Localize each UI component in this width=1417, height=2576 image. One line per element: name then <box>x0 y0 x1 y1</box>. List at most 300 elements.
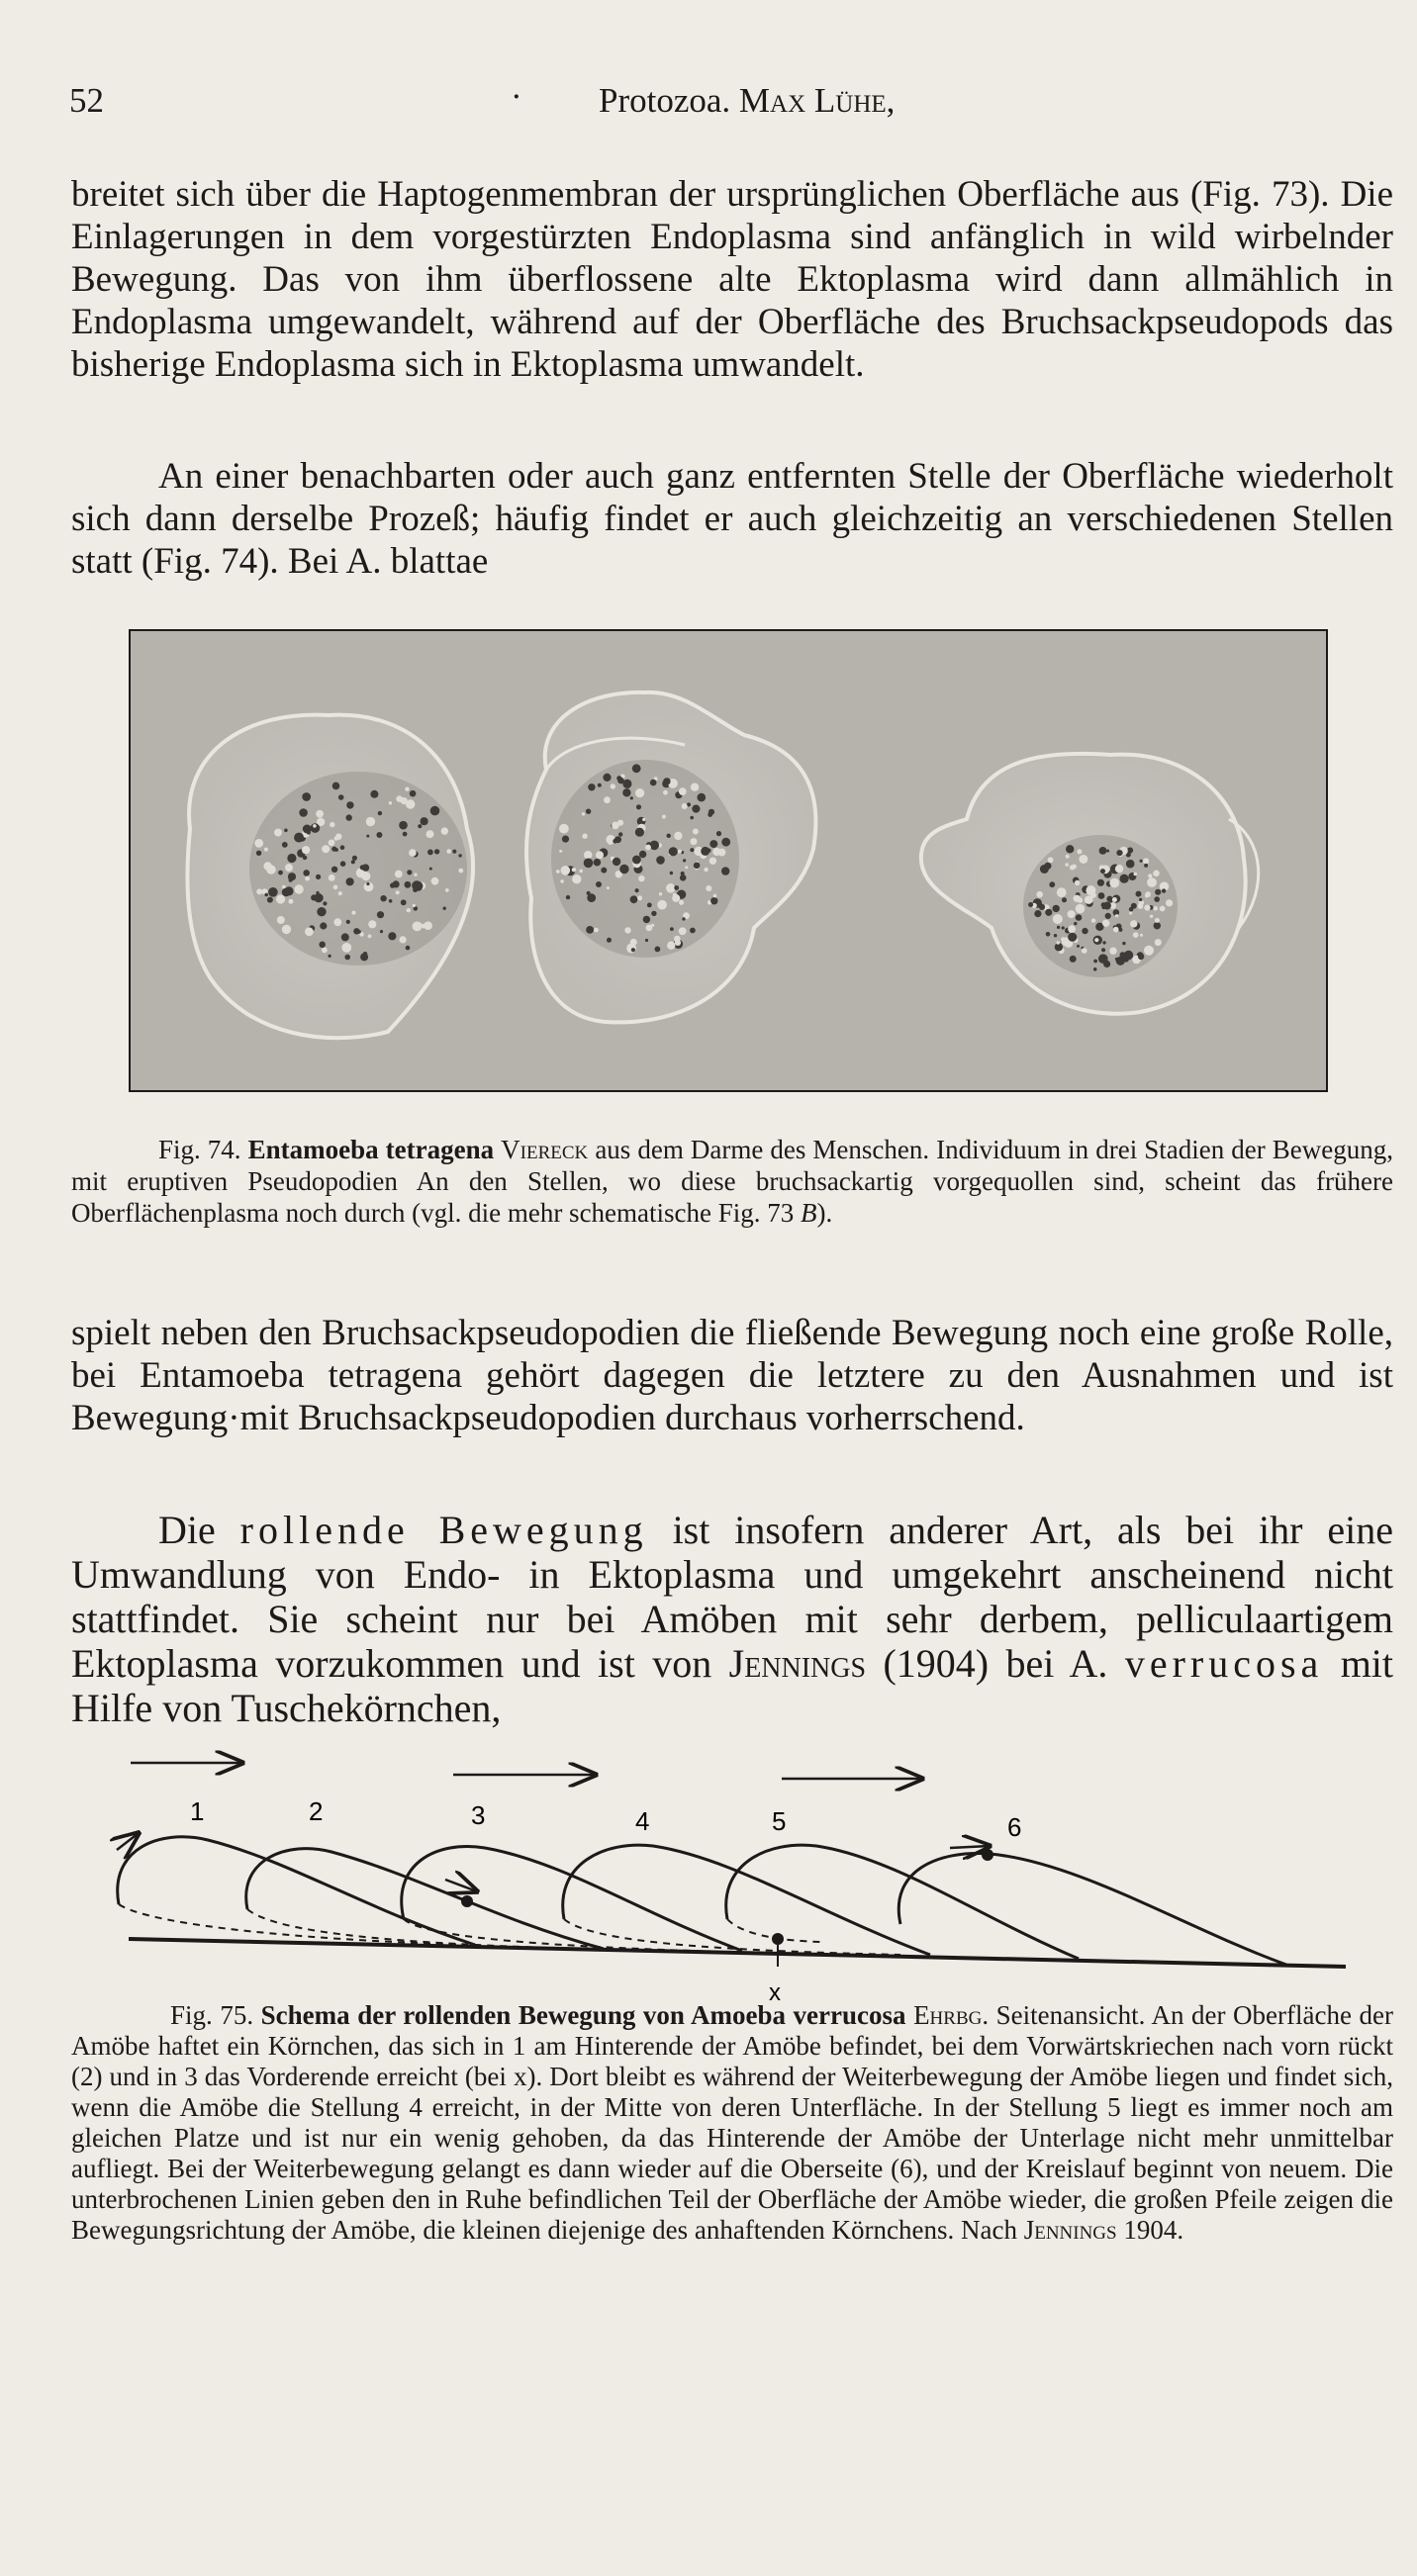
granule <box>285 864 293 872</box>
granule <box>638 875 644 881</box>
granule <box>647 903 652 908</box>
granule <box>445 888 449 892</box>
granule <box>357 930 361 934</box>
granule <box>380 895 386 901</box>
granule <box>389 899 393 903</box>
granule <box>666 883 676 893</box>
granule <box>588 783 595 790</box>
stage-label: 5 <box>772 1806 787 1836</box>
granule <box>1094 938 1098 942</box>
granule <box>316 874 321 879</box>
granule <box>334 837 338 841</box>
granule <box>704 868 708 872</box>
granule <box>613 839 617 844</box>
granule <box>691 783 699 791</box>
figure-75-text: Seitenansicht. An der Oberfläche der Amöbe haftet ein Körnchen, das sich in 1 am Hinterende der Amöbe befindet, bei dem Vorwärtskriechen nach vorn rückt (2) und in 3 das Vorderende erreicht (bei x). Dort bleibt es während der Weiterbewegung der Amöbe liegen und findet sich, wenn die Amöbe die Stellung 4 erreicht, in der Mitte von deren Unterfläche. In der Stellung 5 liegt es immer noch am gleichen Platze und ist nur ein wenig gehoben, da das Hinterende der Amöbe der Unterlage nicht mehr unmittelbar aufliegt. Bei der Weiterbewegung gelangt es dann wieder auf die Oberseite (6), und der Kreislauf beginnt von neuem. Die unterbrochenen Linien geben den in Ruhe befindlichen Teil der Oberfläche der Amöbe wieder, die großen Pfeile zeigen die Bewegungsrichtung der Amöbe, die kleinen diejenige des anhaftenden Körnchens. Nach <box>71 2000 1393 2245</box>
granule <box>690 848 694 852</box>
granule <box>617 820 623 826</box>
granule <box>709 858 716 865</box>
granule <box>1162 888 1166 892</box>
paragraph-4-author: Jennings <box>728 1641 867 1686</box>
granule <box>346 814 352 820</box>
granule-arrow <box>950 1846 990 1848</box>
granule <box>331 847 336 852</box>
granule <box>561 866 571 875</box>
granule <box>1070 956 1077 963</box>
granule <box>667 942 675 950</box>
granule <box>556 870 560 874</box>
granule <box>682 917 685 920</box>
amoeba-outline <box>898 1854 1286 1965</box>
granule <box>338 794 344 800</box>
granule <box>651 911 656 916</box>
granule <box>1102 941 1105 944</box>
granule <box>1134 873 1138 876</box>
granule <box>710 897 717 904</box>
granule <box>679 927 687 935</box>
paragraph-4-text-1: ist insofern anderer Art, als bei ihr eine Umwandlung von Endo- in Ektoplasma und umgekehrt anscheinend nicht stattfindet. Sie scheint nur bei Amöben mit sehr derbem, pelliculaartigem Ektoplasma vorzukommen und ist von <box>71 1508 1393 1686</box>
granule <box>1129 907 1134 912</box>
granule <box>586 809 591 814</box>
granule <box>1155 918 1160 923</box>
granule <box>716 831 721 836</box>
granule <box>1129 911 1132 914</box>
granule <box>264 893 268 897</box>
granule <box>396 890 400 894</box>
granule <box>1082 948 1087 954</box>
granule <box>316 810 324 818</box>
granule <box>698 793 707 802</box>
granule <box>683 859 686 862</box>
granule <box>709 840 717 848</box>
granule <box>278 871 283 875</box>
granule <box>361 872 370 880</box>
granule <box>331 867 337 873</box>
figure-75-diagram <box>89 1741 1375 2008</box>
granule <box>320 922 327 929</box>
stage-label: 1 <box>190 1796 205 1826</box>
granule <box>1062 926 1065 929</box>
granule <box>662 815 666 819</box>
running-title <box>599 81 895 121</box>
paragraph-2: An einer benachbarten oder auch ganz entfernten Stelle der Oberfläche wiederholt sich dann derselbe Prozeß; häufig findet er auch gleichzeitig an verschiedenen Stellen statt (Fig. 74). Bei A. blattae <box>71 456 1393 582</box>
granule <box>1072 865 1077 870</box>
granule <box>1076 904 1086 914</box>
granule <box>635 888 639 892</box>
figure-75-author: Ehrbg. <box>913 2000 990 2030</box>
granule <box>1074 922 1077 925</box>
figure-74-caption-text <box>71 1134 1393 1229</box>
granule <box>1102 920 1109 927</box>
granule <box>413 904 416 907</box>
granule <box>1143 858 1149 864</box>
granule <box>1148 874 1152 877</box>
granule <box>598 783 602 787</box>
granule <box>584 859 594 869</box>
granule <box>1053 905 1060 912</box>
granule <box>619 865 628 874</box>
granule <box>1126 860 1135 869</box>
granule <box>267 897 273 903</box>
granule <box>388 932 396 940</box>
granule <box>1079 855 1087 864</box>
granule <box>1112 897 1117 902</box>
granule <box>645 845 651 851</box>
granule <box>352 856 357 861</box>
figure-75-caption-text <box>71 2000 1393 2246</box>
granule <box>1155 889 1161 895</box>
granule <box>1099 847 1107 855</box>
granule <box>601 868 607 874</box>
granule <box>630 796 633 799</box>
granule <box>376 832 382 838</box>
figure-75-caption <box>71 2000 1393 2246</box>
granule <box>560 879 564 883</box>
granule <box>294 884 303 893</box>
granule <box>305 876 310 881</box>
granule <box>1046 932 1051 937</box>
granule <box>399 821 408 830</box>
granule <box>1074 895 1081 902</box>
granule <box>1150 915 1153 918</box>
paragraph-4-text-2: (1904) bei A. <box>883 1641 1108 1686</box>
granule <box>1054 934 1057 937</box>
granule <box>642 818 645 821</box>
granule <box>636 804 641 809</box>
granule <box>663 778 670 784</box>
granule <box>302 846 310 854</box>
granule <box>659 892 662 895</box>
granule <box>718 849 726 857</box>
granule-dot <box>461 1895 473 1907</box>
granule <box>278 900 282 904</box>
granule <box>650 841 660 851</box>
granule <box>341 943 351 953</box>
granule <box>1093 967 1097 971</box>
granule <box>352 911 356 915</box>
granule <box>303 870 310 876</box>
granule <box>346 877 354 885</box>
granule <box>1144 864 1148 868</box>
granule-arrow <box>117 1833 139 1850</box>
granule <box>430 806 440 816</box>
granule <box>1053 914 1063 924</box>
granule <box>395 871 403 878</box>
granule <box>360 953 368 961</box>
granule <box>1040 865 1049 874</box>
granule <box>407 870 412 874</box>
granule <box>1140 934 1143 937</box>
figure-75-end-author: Jennings <box>1023 2215 1117 2245</box>
granule <box>651 924 654 927</box>
granule <box>1155 939 1162 946</box>
granule <box>613 858 620 866</box>
granule <box>287 854 296 863</box>
granule <box>1028 902 1033 907</box>
granule <box>618 832 622 836</box>
granule <box>1057 926 1060 929</box>
granule <box>1138 954 1144 960</box>
granule <box>431 877 439 885</box>
paragraph-4 <box>71 1508 1393 1730</box>
granule <box>721 867 729 874</box>
granule <box>667 834 671 838</box>
granule <box>1098 954 1108 964</box>
figure-74-author: Viereck <box>501 1135 589 1164</box>
running-header <box>69 77 1395 131</box>
granule <box>366 882 369 885</box>
granule <box>624 927 630 933</box>
granule <box>370 790 378 798</box>
granule <box>673 893 677 897</box>
granule <box>1133 932 1139 938</box>
granule <box>1120 874 1129 883</box>
granule <box>1101 948 1105 952</box>
granule <box>679 900 684 905</box>
granule <box>1138 903 1144 909</box>
granule <box>1077 849 1082 854</box>
granule <box>637 895 642 900</box>
granule <box>277 916 285 924</box>
granule <box>282 925 291 934</box>
granule <box>414 874 417 876</box>
granule <box>377 911 384 918</box>
granule <box>434 849 439 854</box>
granule <box>346 920 350 924</box>
granule <box>690 816 694 820</box>
paragraph-3: spielt neben den Bruchsackpseudopodien die fließende Bewegung noch eine große Rolle, bei Entamoeba tetragena gehört dagegen die letztere zu den Ausnahmen und ist Bewegung·mit Bruchsackpseudopodien durchaus vorherrschend. <box>71 1313 1393 1438</box>
granule <box>1113 927 1119 933</box>
granule <box>322 845 330 853</box>
granule <box>1122 942 1125 945</box>
granule <box>1145 891 1151 897</box>
figure-74-caption <box>71 1134 1393 1229</box>
granule <box>400 936 407 943</box>
granule <box>458 854 461 857</box>
granule <box>421 817 428 825</box>
granule <box>1160 906 1166 912</box>
granule <box>559 850 562 853</box>
granule <box>669 847 678 856</box>
granule <box>679 787 687 795</box>
granule <box>284 829 288 833</box>
granule <box>1136 891 1142 897</box>
granule <box>393 880 400 887</box>
granule <box>594 859 602 867</box>
granule <box>1103 902 1111 910</box>
granule <box>670 927 674 931</box>
granule <box>305 927 314 936</box>
granule <box>656 856 665 865</box>
granule <box>294 833 304 843</box>
granule <box>1048 857 1054 863</box>
granule <box>1130 920 1137 927</box>
granule <box>256 851 261 856</box>
granule <box>389 801 392 804</box>
granule <box>418 824 422 828</box>
granule <box>401 797 408 804</box>
granule <box>572 868 576 872</box>
granule <box>691 838 698 845</box>
granule <box>340 845 345 850</box>
granule <box>694 863 701 870</box>
granule <box>1153 871 1160 877</box>
granule <box>690 928 696 934</box>
granule <box>333 918 341 926</box>
granule <box>587 893 596 902</box>
granule <box>708 812 712 817</box>
figure-74-text: aus dem Darme des Menschen. Individuum in drei Stadien der Bewegung, mit eruptiven Pseudopodien An den Stellen, wo diese bruchsackartig vorgequollen sind, scheint das frühere Oberflächenplasma noch durch (vgl. die mehr schematische Fig. 73 <box>71 1135 1394 1228</box>
stage-label: 6 <box>1007 1812 1022 1842</box>
granule <box>1109 948 1116 955</box>
granule <box>1057 887 1067 897</box>
granule <box>645 939 648 942</box>
granule <box>329 840 335 847</box>
granule <box>1068 933 1077 942</box>
granule <box>1098 892 1105 899</box>
paragraph-1: breitet sich über die Haptogenmembran der ursprünglichen Oberfläche aus (Fig. 73). Die Einlagerungen in dem vorgestürzten Endoplasma sind anfänglich in wild wirbelnder Bewegung. Das von ihm überflossene alte Ektoplasma wird dann allmählich in Endoplasma umgewandelt, während auf der Oberfläche des Bruchsackpseudopods das bisherige Endoplasma sich in Ektoplasma umwandelt. <box>71 174 1393 385</box>
granule <box>302 792 311 801</box>
running-title-author: Max Lühe, <box>738 81 896 120</box>
granule <box>1091 918 1095 922</box>
granule <box>303 856 308 861</box>
granule <box>685 866 688 869</box>
granule <box>1154 922 1161 929</box>
granule <box>407 908 411 912</box>
stage-label: 2 <box>309 1796 324 1826</box>
granule <box>282 888 291 897</box>
granule <box>452 850 456 854</box>
granule <box>670 872 673 874</box>
granule <box>692 805 700 813</box>
granule <box>1127 848 1133 854</box>
granule <box>368 935 372 939</box>
granule <box>582 812 585 815</box>
granule <box>1097 879 1104 886</box>
granule <box>256 888 262 894</box>
granule <box>632 764 641 773</box>
granule <box>1105 913 1111 919</box>
granule <box>314 893 323 902</box>
running-title-main: Protozoa. <box>599 81 731 120</box>
granule <box>1082 928 1087 934</box>
granule <box>403 832 408 837</box>
granule <box>323 901 327 905</box>
granule <box>674 885 679 890</box>
granule <box>1166 899 1173 906</box>
granule <box>1116 850 1122 856</box>
granule <box>289 878 293 882</box>
granule <box>1049 881 1055 887</box>
granule <box>412 880 422 890</box>
granule <box>675 940 681 946</box>
granule <box>643 916 650 923</box>
paragraph-4-intro: Die <box>158 1508 216 1552</box>
figure-74-micrograph <box>129 629 1328 1092</box>
figure-74-species: Entamoeba tetragena <box>247 1135 495 1164</box>
granule <box>319 942 326 949</box>
granule <box>410 790 417 797</box>
granule <box>655 947 661 953</box>
granule <box>366 817 375 826</box>
granule <box>1109 878 1119 888</box>
granule <box>401 899 407 905</box>
granule <box>303 825 312 834</box>
substrate-line <box>129 1939 1346 1967</box>
paragraph-4-text-3: mit Hilfe von Tuschekörnchen, <box>71 1641 1394 1730</box>
granule <box>426 830 434 838</box>
granule <box>1115 865 1123 873</box>
granule <box>288 899 293 904</box>
granule <box>1066 845 1074 853</box>
granule <box>584 851 592 859</box>
granule <box>329 955 331 958</box>
granule <box>1090 892 1096 898</box>
granule <box>458 869 463 874</box>
granule <box>341 933 349 941</box>
granule <box>446 849 451 854</box>
point-label: x <box>769 1979 781 2006</box>
granule <box>1057 941 1060 944</box>
granule <box>1068 925 1076 933</box>
granule <box>631 948 635 952</box>
granule <box>707 849 710 853</box>
granule <box>1068 910 1076 918</box>
granule <box>721 838 730 847</box>
granule <box>368 920 376 928</box>
granule <box>566 895 570 899</box>
granule <box>657 900 667 910</box>
figure-75-label: Fig. 75. <box>170 2000 254 2030</box>
granule <box>1118 928 1122 932</box>
figure-75-end-year: 1904. <box>1123 2215 1184 2245</box>
granule <box>663 790 668 795</box>
granule <box>1065 863 1069 867</box>
granule <box>603 774 611 782</box>
granule <box>650 780 657 786</box>
granule <box>405 881 412 888</box>
granule <box>1124 951 1133 960</box>
granule <box>1144 946 1154 956</box>
granule <box>632 856 641 865</box>
granule <box>1140 860 1143 863</box>
stage-label: 4 <box>635 1806 650 1836</box>
figure-74-label: Fig. 74. <box>158 1135 241 1164</box>
granule <box>678 850 682 854</box>
granule <box>1153 906 1158 911</box>
granule <box>317 907 326 916</box>
granule <box>604 796 611 803</box>
granule <box>282 842 288 848</box>
granule <box>380 930 383 933</box>
granule <box>264 848 268 852</box>
granule-dot <box>772 1933 784 1945</box>
granule <box>1066 855 1070 859</box>
granule <box>611 783 615 788</box>
granule <box>274 829 282 837</box>
granule <box>378 811 382 815</box>
stage-label: 3 <box>471 1800 486 1830</box>
granule <box>713 894 717 898</box>
granule <box>635 788 644 797</box>
granule <box>640 852 646 858</box>
granule <box>344 955 350 961</box>
granule <box>635 828 644 837</box>
granule <box>1115 958 1118 961</box>
granule <box>579 870 583 874</box>
granule <box>443 907 446 910</box>
granule <box>674 832 682 840</box>
